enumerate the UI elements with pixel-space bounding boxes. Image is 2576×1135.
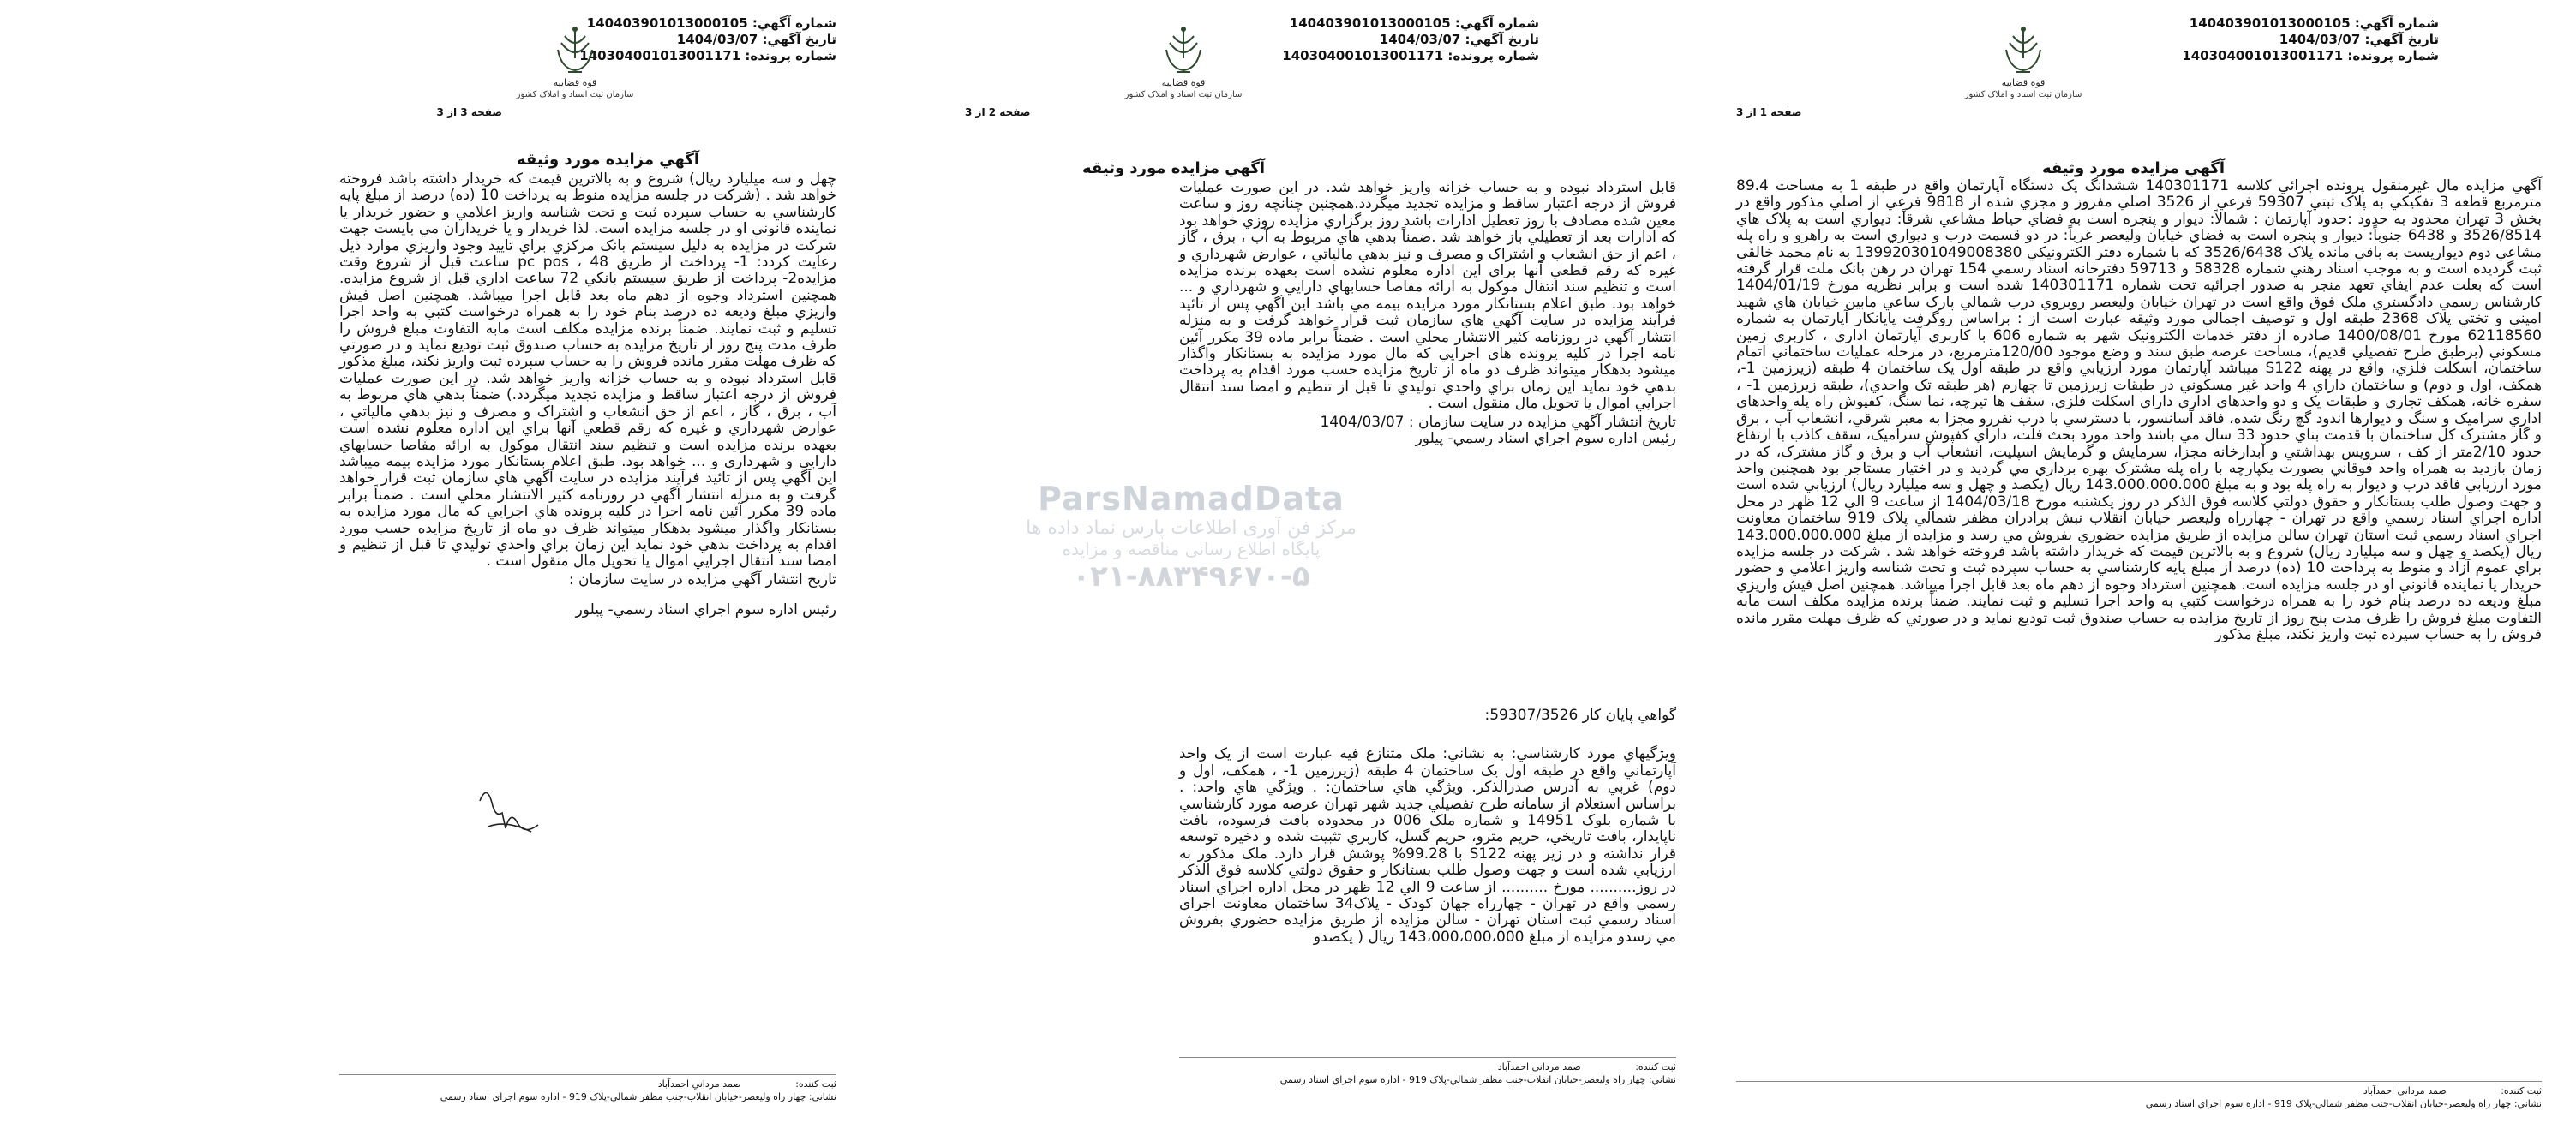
ad-number: 140403901013000105: [1289, 15, 1451, 31]
file-number: 140304001013001171: [2182, 48, 2344, 63]
office-address: نشاني: چهار راه وليعصر-خيابان انقلاب-جنب مظفر شمالي-پلاک 919 - اداره سوم اجراي اسناد رسمي: [2145, 1098, 2542, 1109]
page-footer: [2146, 1084, 2542, 1110]
specs-text: ويژگيهاي مورد کارشناسي: به نشاني: ملک متنازع فيه عبارت است از يک واحد آپارتماني واقع در طبقه اول يک ساختمان 4 طبقه (زيرزمين 1- ، همکف، اول و دوم) غربي به آدرس صدرالذکر. ويژگي هاي ساختمان: . ويژگي هاي واحد: . براساس استعلام از سامانه طرح تفصيلي جديد شهر تهران عرصه مورد کارشناسي با شماره بلوک 14951 و شماره ملک 006 در محدوده بافت فرسوده، بافت ناپايدار، بافت تاريخي، حريم مترو، حريم گسل، کاربري تثبيت شده و ذخيره توسعه قرار نداشته و در زير پهنه S122 با 99.28% پوشش قرار دارد. ملک مذکور به ارزيابي شده است و جهت وصول طلب بستانکار و حقوق دولتي کلاسه فوق الذکر در روز.......... مورخ .......... از ساعت 9 الي 12 ظهر در محل اداره اجراي اسناد رسمي واقع در تهران - چهارراه جهان کودک - پلاک34 ساختمان معاونت اجراي اسناد رسمي ثبت استان تهران - سالن مزايده از طريق مزايده حضوري بفروش مي رسدو مزايده از مبلغ 143،000،000،000 ريال ( يکصدو: [1179, 745, 1677, 946]
watermark-line2: پایگاه اطلاع رسانی مناقصه و مزایده: [1062, 539, 1321, 559]
file-number-label: شماره پرونده:: [745, 48, 836, 63]
registry-emblem: [1119, 24, 1248, 114]
ad-date: 1404/03/07: [676, 32, 758, 47]
document-page-3: [0, 0, 854, 1135]
registrar-label: ثبت کننده:: [1635, 1061, 1676, 1072]
emblem-org-line2: سازمان ثبت اسناد و املاک کشور: [516, 90, 634, 99]
page-meta: [1282, 15, 1539, 64]
watermark-phone: ۰۲۱-۸۸۳۴۹۶۷۰-۵: [1072, 559, 1310, 594]
page-meta: [2182, 15, 2439, 64]
signature-icon: [471, 775, 548, 844]
footer-divider: [1736, 1081, 2542, 1082]
page-number: صفحه 3 از 3: [436, 106, 502, 118]
page-footer: [440, 1078, 836, 1103]
ad-body-text: قابل استرداد نبوده و به حساب خزانه واريز خواهد شد. در اين صورت عمليات فروش از درجه اعتبار ساقط و مزايده تجديد ميگردد.همچنين چنانچه روز و ساعت معين شده مصادف با روز تعطيل ادارات باشد روز برگزاري مزايده روزي خواهد بود که ادارات بعد از تعطيلي باز خواهد شد .ضمناً بدهي هاي مربوط به آب ، برق ، گاز ، اعم از حق انشعاب و اشتراک و مصرف و نيز بدهي مالياتي ، عوارض شهرداري و غيره که رقم قطعي آنها براي اين اداره معلوم نشده است بعهده برنده مزايده است و تنظيم سند انتقال موکول به ارائه مفاصا حسابهاي دارايي و شهرداري و ... خواهد بود. طبق اعلام بستانکار مورد مزايده بيمه مي باشد اين آگهي پس از تائيد فرآيند مزايده در سايت آگهي هاي سازمان ثبت قرار خواهد گرفت و به منزله انتشار آگهي در روزنامه کثير الانتشار محلي است . ضمناً برابر ماده 39 مکرر آئين نامه اجرا در کليه پرونده هاي اجرايي که مال مورد مزايده به بستانکار واگذار ميشود بدهکار ميتواند ظرف دو ماه از تاريخ مزايده حسب مورد اقدام به پرداخت بدهي خود نمايد اين زمان براي واحدي توليدي تا قبل از تنظيم و امضا سند انتقال اجرايي اموال يا تحويل مال منقول است .: [1179, 179, 1676, 413]
watermark-brand: ParsNamadData: [1038, 480, 1345, 517]
signer-title: رئيس اداره سوم اجراي اسناد رسمي- پيلور: [575, 601, 836, 619]
page-title: آگهي مزايده مورد وثيقه: [2041, 159, 2225, 177]
office-address: نشاني: چهار راه وليعصر-خيابان انقلاب-جنب مظفر شمالي-پلاک 919 - اداره سوم اجراي اسناد رسمي: [440, 1091, 836, 1102]
file-number-label: شماره پرونده:: [1447, 48, 1539, 63]
registry-emblem: [1959, 24, 2088, 114]
emblem-org-line1: قوه قضاییه: [553, 77, 597, 88]
ad-number-label: شماره آگهي:: [752, 15, 836, 31]
watermark-line1: مرکز فن آوری اطلاعات پارس نماد داده ها: [1026, 517, 1357, 539]
ad-body-text: چهل و سه ميليارد ريال) شروع و به بالاترين قيمت که خريدار داشته باشد فروخته خواهد شد . (شرکت در جلسه مزايده منوط به پرداخت 10 (ده) درصد از مبلغ پايه کارشناسي به حساب سپرده ثبت و تحت شناسه واريز اعلامي و حضور خريدار يا نماينده قانوني او در جلسه مزايده است. لذا خريدار و يا خريداران مي بايست جهت شرکت در مزايده به دليل سيستم بانک مرکزي براي تاييد وجود واريزي موارد ذيل رعايت کردد: 1- پرداخت از طريق pc pos ، 48 ساعت قبل از شروع وقت مزايده2- پرداخت از طريق سيستم بانکي 72 ساعت اداري قبل از شروع مزايده. همچنين استرداد وجوه از دهم ماه بعد قابل اجرا ميباشد. همچنين اصل فيش واريزي مبلغ وديعه ده درصد بنام خود را به همراه درخواست کتبي به واحد اجرا تسليم و ثبت نمايند. ضمناً برنده مزايده مکلف است مابه التفاوت مبلغ فروش را ظرف مدت پنج روز از تاريخ مزايده به حساب صندوق ثبت توديع نمايد و در صورتي که ظرف مهلت مقرر مانده فروش را به حساب سپرده ثبت واريز نکند، مبلغ مذکور قابل استرداد نبوده و به حساب خزانه واريز خواهد شد. در اين صورت عمليات فروش از درجه اعتبار ساقط و مزايده تجديد ميگردد.) ضمناً بدهي هاي مربوط به آب ، برق ، گاز ، اعم از حق انشعاب و اشتراک و مصرف و نيز بدهي مالياتي ، عوارض شهرداري و غيره که رقم قطعي آنها براي اين اداره معلوم نشده است بعهده برنده مزايده است و تنظيم سند انتقال موکول به ارائه مفاصا حسابهاي دارايي و شهرداري و ... خواهد بود. طبق اعلام بستانکار مورد مزايده بيمه ميباشد اين آگهي پس از تائيد فرآيند مزايده در سايت آگهي هاي سازمان ثبت قرار خواهد گرفت و به منزله انتشار آگهي در روزنامه کثير الانتشار محلي است . ضمناً برابر ماده 39 مکرر آئين نامه اجرا در کليه پرونده هاي اجرايي که مال مورد مزايده به بستانکار واگذار ميشود بدهکار ميتواند ظرف دو ماه از تاريخ مزايده حسب مورد اقدام به پرداخت بدهي خود نمايد اين زمان براي واحدي توليدي تا قبل از تنظيم و امضا سند انتقال اجرايي اموال يا تحويل مال منقول است .: [339, 170, 837, 570]
page-title: آگهي مزايده مورد وثيقه: [516, 151, 699, 169]
signer-title: رئيس اداره سوم اجراي اسناد رسمي- پيلور: [1415, 430, 1676, 448]
emblem-org-line2: سازمان ثبت اسناد و املاک کشور: [1124, 90, 1243, 99]
registrar-label: ثبت کننده:: [2501, 1085, 2542, 1096]
page-footer: [1280, 1060, 1676, 1086]
registrar-name: صمد مرداني احمدآباد: [2363, 1085, 2447, 1096]
footer-divider: [1179, 1057, 1676, 1058]
parsnamad-watermark: [934, 480, 1448, 608]
ad-date-label: تاريخ آگهي:: [1465, 32, 1539, 47]
emblem-org-line1: قوه قضاییه: [2001, 77, 2046, 88]
page-title: آگهي مزايده مورد وثيقه: [1081, 159, 1265, 177]
page-number: صفحه 1 از 3: [1736, 106, 1802, 118]
ad-number-label: شماره آگهي:: [2354, 15, 2439, 31]
ad-number: 140403901013000105: [586, 15, 748, 31]
office-address: نشاني: چهار راه وليعصر-خيابان انقلاب-جنب مظفر شمالي-پلاک 919 - اداره سوم اجراي اسناد رسمي: [1279, 1074, 1676, 1085]
emblem-org-line1: قوه قضاییه: [1161, 77, 1206, 88]
registrar-name: صمد مرداني احمدآباد: [657, 1078, 741, 1090]
registrar-name: صمد مرداني احمدآباد: [1497, 1061, 1581, 1072]
page-number: صفحه 2 از 3: [965, 106, 1031, 118]
ad-number: 140403901013000105: [2189, 15, 2351, 31]
ad-body-text: آگهي مزايده مال غيرمنقول پرونده اجرائي کلاسه 140301171 ششدانگ يک دستگاه آپارتمان واقع در طبقه 1 به مساحت 89.4 مترمربع قطعه 3 تفکيکي به پلاک ثبتي 59307 فرعي از 3526 اصلي مفروز و مجزي شده از 9818 فرعي از اصلي مذکور واقع در بخش 3 تهران محدود به حدود :حدود آپارتمان : شمالاً: ديوار و پنجره است به فضاي حياط مشاعي شرقاً: ديواري است به پلاک هاي 3526/8514 و 6438 جنوباً: ديوار و پنجره است به فضاي خيابان وليعصر غرباً: در دو قسمت درب و ديواري است به راهرو و راه پله مشاعي دوم ديواريست به باقي مانده پلاک 3526/6438 که با شماره دفتر الکترونيکي 139920301049008380 به نام محمد خالقي ثبت گرديده است و به موجب اسناد رهني شماره 58328 و 59713 دفترخانه اسناد رسمي 154 تهران در رهن بانک ملت قرار گرفته است که بعلت عدم ايفاي تعهد منجر به صدور اجرائيه تحت شماره 140301171 شده است و برابر نظريه مورخ 1404/01/19 کارشناس رسمي دادگستري ملک فوق واقع است در تهران خيابان وليعصر روبروي درب شمالي پارک ساعي مابين خيابان هاي شهيد اميني و تختي پلاک 2368 طبقه اول و توصيف اجمالي مورد وثيقه عبارت است از : براساس روگرفت پايانکار آپارتمان به شماره 62118560 مورخ 1400/08/01 صادره از دفتر خدمات الکترونيک شهر به شماره 606 با کاربري آپارتمان اداري ، کاربري زمين مسکوني (برطبق طرح تفصيلي قديم)، مساحت عرصه طبق سند و وضع موجود 120/00مترمربع، در مرحله عمليات ساختماني اتمام ساختمان، اسکلت فلزي، واقع در پهنه S122 ميباشد آپارتمان مورد ارزيابي واقع در طبقه اول يک ساختمان 4 طبقه (زيرزمين 1-، همکف، اول و دوم) و ساختمان داراي 4 واحد غير مسکوني در طبقات زيرزمين تا چهارم (هر طبقه تک واحدي)، طبقه زيرزمين 1- ، سفره خانه، همکف تجاري و طبقات يک و دو واحدهاي اداري داراي اسکلت فلزي، سقف ها تيرچه، نما سنگ، کفپوش راه پله واحدهاي اداري سراميک و سنگ و ديوارها اندود گچ رنگ شده، فاقد آسانسور، با دسترسي با درب نفررو مجزا به معبر شرقي، انشعاب آب ، برق و گاز مشترک کل ساختمان با قدمت بناي حدود 33 سال مي باشد واحد مورد بحث فلت، داراي کفپوش سراميک، سقف کاذب با ارتفاع حدود 2/10متر از کف ، سرويس بهداشتي و آبدارخانه مجزا، سرمايش و گرمايش اسپليت، انشعاب آب و برق و گاز مشترک، که در زمان بازديد به همراه واحد فوقاني بصورت يکپارچه با راه پله مشترک بهره برداري مي گرديد و در اختيار مستاجر بود همچنين واحد مورد ارزيابي فاقد درب و ديوار به راه پله بود و به مبلغ 143.000.000.000 ريال (يکصد و چهل و سه ميليارد ريال) ارزيابي شده است و جهت وصول طلب بستانکار و حقوق دولتي کلاسه فوق الذکر در روز يکشنبه مورخ 1404/03/18 از ساعت 9 الي 12 ظهر در محل اداره اجراي اسناد رسمي واقع در تهران - چهارراه وليعصر خيابان انقلاب نبش برادران مظفر شمالي پلاک 919 ساختمان معاونت اجراي اسناد رسمي ثبت استان تهران سالن مزايده از طريق مزايده حضوري بفروش مي رسد و مزايده از مبلغ 143.000.000.000 ريال (يکصد و چهل و سه ميليارد ريال) شروع و به بالاترين قيمت که خريدار داشته باشد فروخته خواهد شد . شرکت در جلسه مزايده براي عموم آزاد و منوط به پرداخت 10 (ده) درصد از مبلغ پايه کارشناسي به حساب سپرده ثبت و تحت شناسه واريز اعلامي و حضور خريدار يا نماينده قانوني او در جلسه مزايده است. همچنين استرداد وجوه از دهم ماه بعد قابل اجرا ميباشد. همچنين اصل فيش واريزي مبلغ وديعه ده درصد بنام خود را به همراه درخواست کتبي به واحد اجرا تسليم و ثبت نمايند. ضمناً برنده مزايده مکلف است مابه التفاوت مبلغ فروش را ظرف مدت پنج روز از تاريخ مزايده به حساب صندوق ثبت توديع نمايد و در صورتي که ظرف مهلت مقرر مانده فروش را به حساب سپرده ثبت واريز نکند، مبلغ مذکور: [1736, 177, 2543, 643]
expert-specs: [1179, 708, 1676, 946]
emblem-icon: [1158, 24, 1209, 77]
file-number-label: شماره پرونده:: [2347, 48, 2439, 63]
ad-date: 1404/03/07: [2279, 32, 2361, 47]
ad-body: [339, 171, 836, 619]
file-number: 140304001013001171: [1282, 48, 1444, 63]
completion-certificate: گواهي پايان کار 59307/3526:: [1484, 707, 1676, 724]
ad-number-label: شماره آگهي:: [1454, 15, 1539, 31]
document-page-1: [1710, 0, 2576, 1135]
footer-divider: [339, 1074, 836, 1075]
emblem-icon: [549, 24, 601, 77]
registrar-label: ثبت کننده:: [795, 1078, 836, 1090]
publish-date-line: تاريخ انتشار آگهي مزايده در سايت سازمان : 1404/03/07: [1320, 413, 1676, 431]
registry-emblem: [511, 24, 639, 114]
ad-body: [1179, 180, 1676, 448]
ad-date: 1404/03/07: [1379, 32, 1461, 47]
emblem-org-line2: سازمان ثبت اسناد و املاک کشور: [1964, 90, 2082, 99]
publish-date-line: تاريخ انتشار آگهي مزايده در سايت سازمان :: [568, 570, 836, 588]
file-number: 140304001013001171: [579, 48, 741, 63]
ad-body: [1736, 178, 2542, 643]
ad-date-label: تاريخ آگهي:: [2364, 32, 2439, 47]
ad-date-label: تاريخ آگهي:: [762, 32, 836, 47]
emblem-icon: [1998, 24, 2049, 77]
